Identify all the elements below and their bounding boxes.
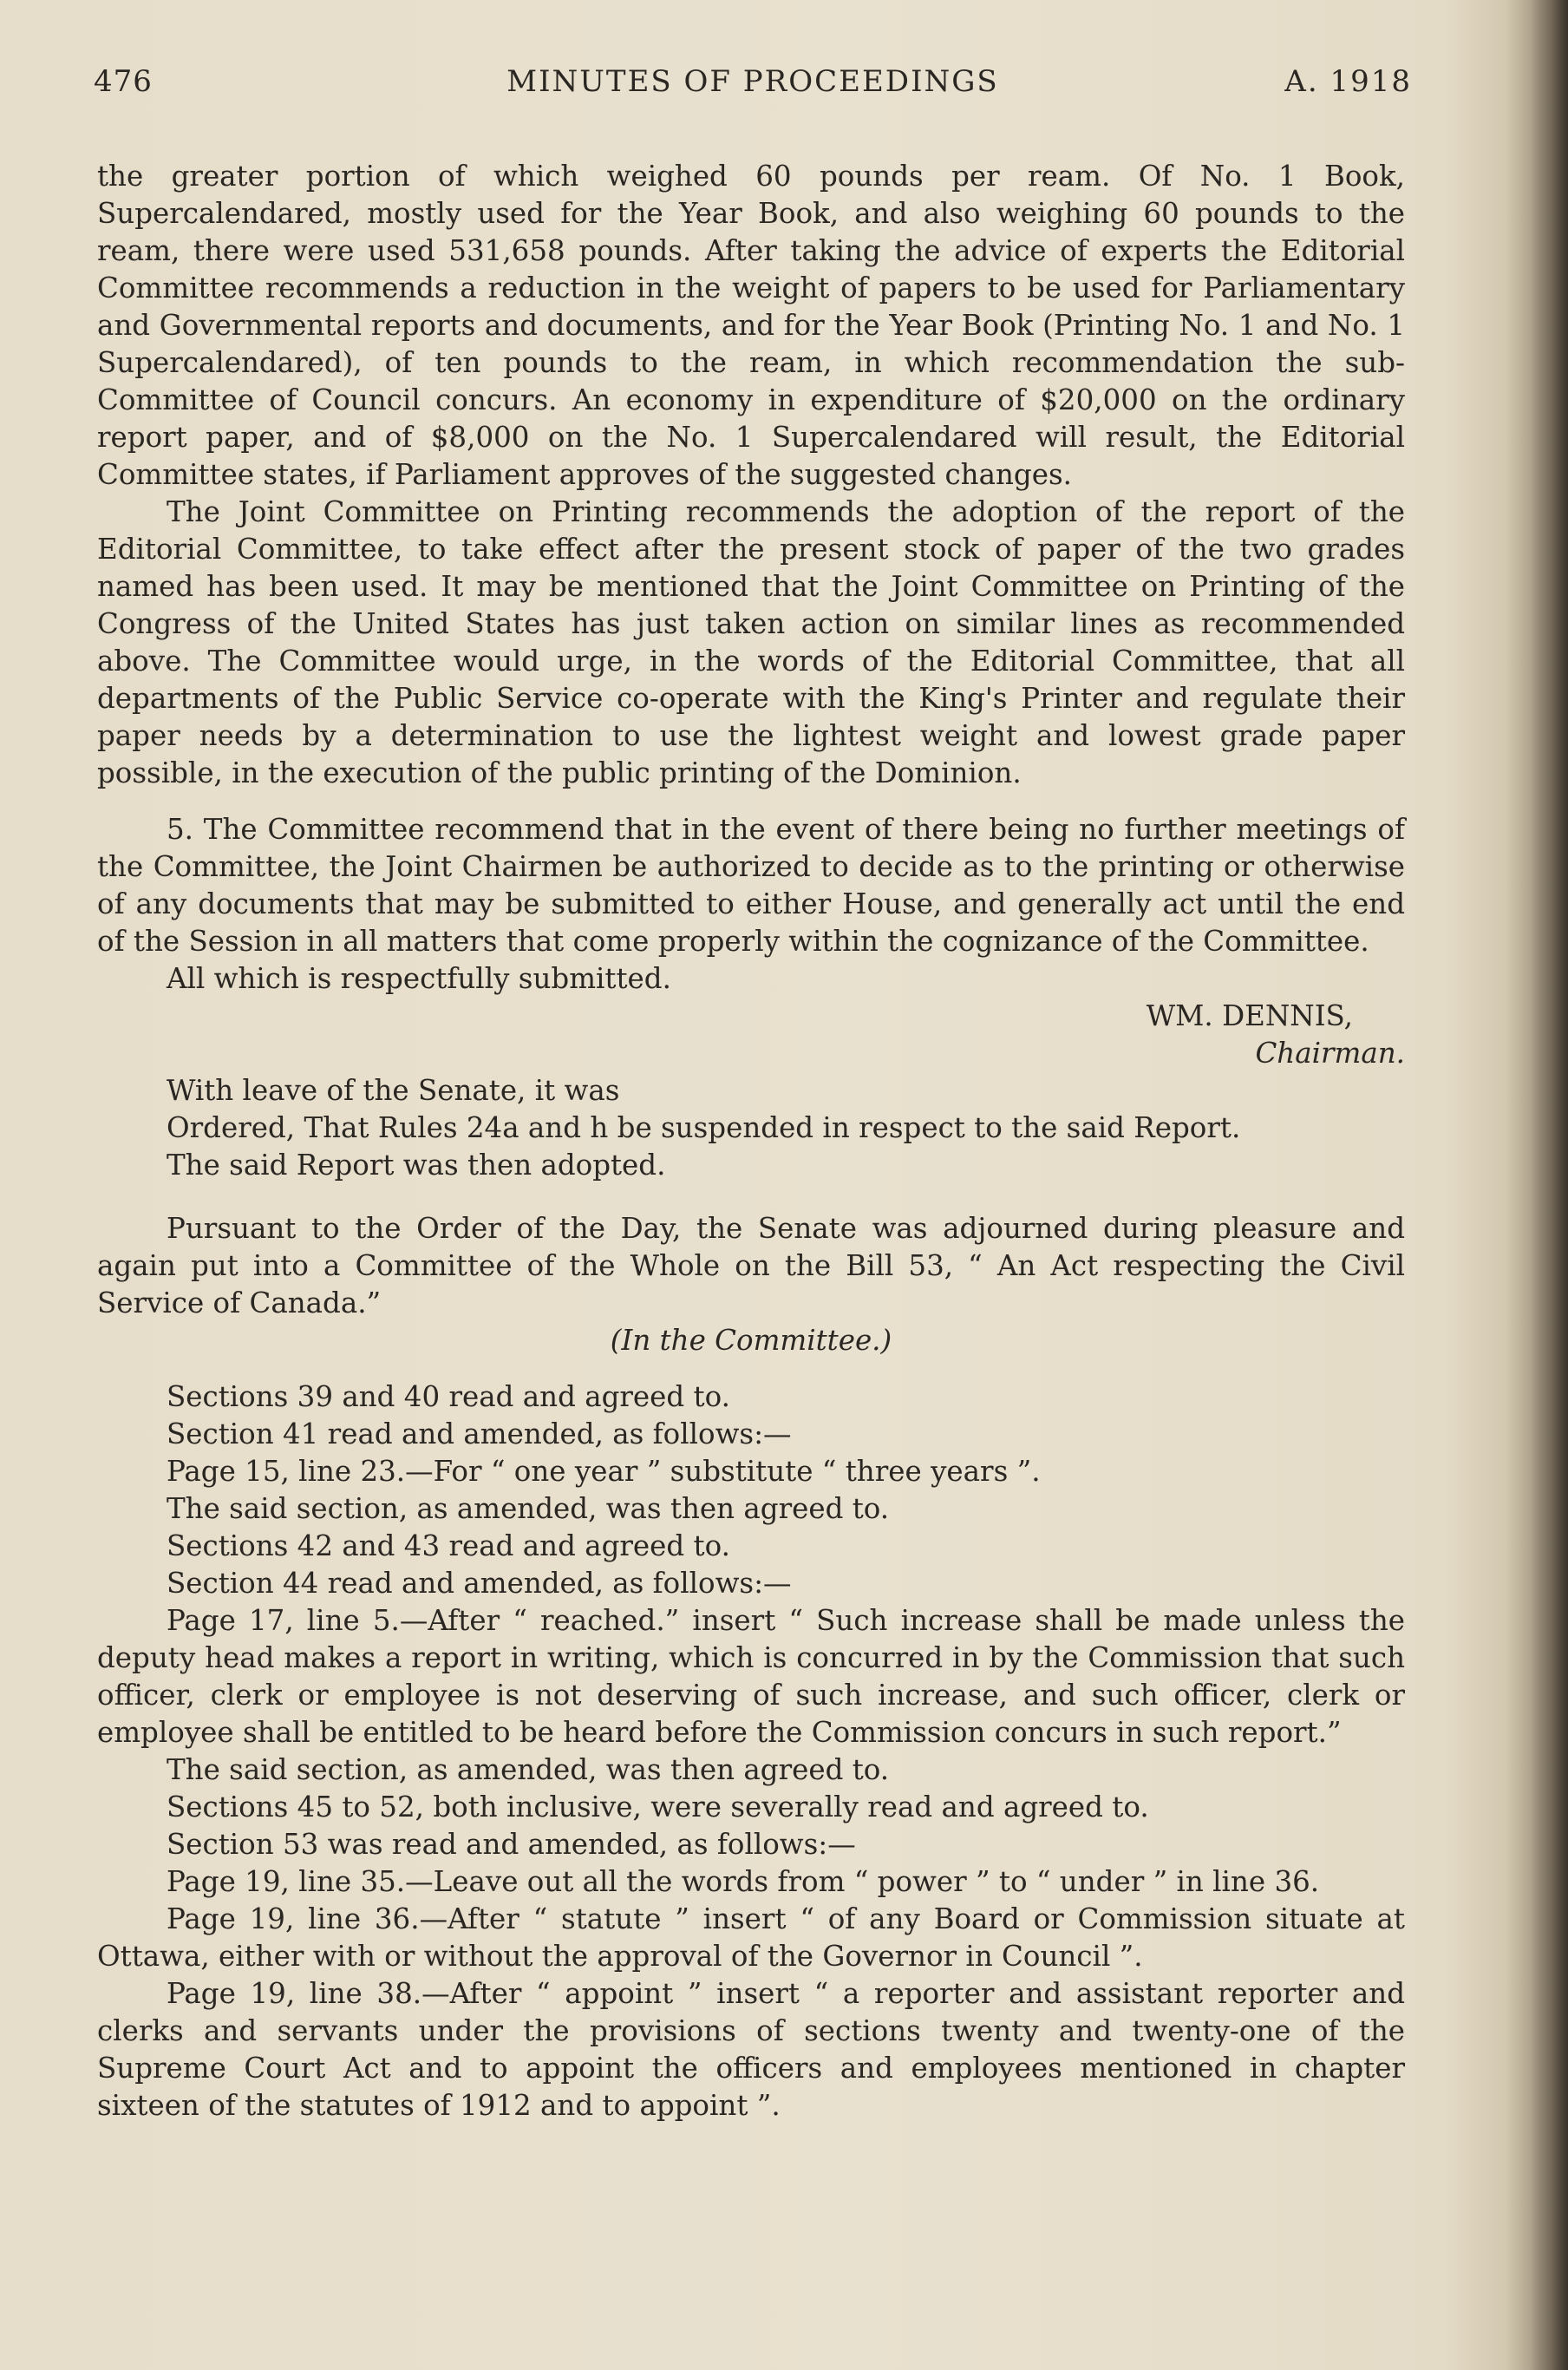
paragraph-3: 5. The Committee recommend that in the event of there being no further meetings of the Committee, the Joint Chairmen be authorized to decide as to the printing or otherwise of any documents that may be submitted to either House, and generally act until the end of the Session in all matters that come properly within the cognizance of the Committee. bbox=[97, 813, 1405, 958]
running-title: MINUTES OF PROCEEDINGS bbox=[506, 64, 999, 99]
paragraph-4: All which is respectfully submitted. bbox=[167, 962, 671, 995]
paragraph-22: Page 19, line 38.—After “ appoint ” insert “ a reporter and assistant reporter and clerks and servants under the provisions of sections twenty and twenty-one of the Supreme Court Act and to appoint the officers and employees mentioned in chapter sixteen of the statutes of 1912 and to appoint ”. bbox=[97, 1977, 1405, 2122]
paragraph-2: The Joint Committee on Printing recommends the adoption of the report of the Editorial Committee, to take effect after the present stock of paper of the two grades named has been used. It may be mentioned that the Joint Committee on Printing of the Congress of the United States has just taken action on similar lines as recommended above. The Committee would urge, in the words of the Editorial Committee, that all departments of the Public Service co-operate with the King's Printer and regulate their paper needs by a determination to use the lightest weight and lowest grade paper possible, in the execution of the public printing of the Dominion. bbox=[97, 495, 1405, 789]
paragraph-17: The said section, as amended, was then agreed to. bbox=[167, 1753, 890, 1786]
paragraph-11: Section 41 read and amended, as follows:— bbox=[167, 1417, 792, 1450]
paragraph-6: Ordered, That Rules 24a and h be suspended in respect to the said Report. bbox=[167, 1111, 1241, 1144]
page-number: 476 bbox=[94, 64, 153, 99]
signature-name: WM. DENNIS, bbox=[1146, 999, 1353, 1032]
paragraph-21: Page 19, line 36.—After “ statute ” insert “ of any Board or Commission situate at Ottawa, either with or without the approval of the Governor in Council ”. bbox=[97, 1902, 1405, 1973]
paragraph-19: Section 53 was read and amended, as follows:— bbox=[167, 1828, 856, 1861]
paragraph-16: Page 17, line 5.—After “ reached.” insert “ Such increase shall be made unless the deputy head makes a report in writing, which is concurred in by the Commission that such officer, clerk or employee is not deserving of such increase, and such officer, clerk or employee shall be entitled to be heard before the Commission concurs in such report.” bbox=[97, 1604, 1405, 1749]
paragraph-9: (In the Committee.) bbox=[610, 1324, 892, 1357]
signature-title: Chairman. bbox=[1255, 1037, 1405, 1070]
paragraph-12: Page 15, line 23.—For “ one year ” substitute “ three years ”. bbox=[167, 1455, 1041, 1488]
paragraph-13: The said section, as amended, was then agreed to. bbox=[167, 1492, 890, 1525]
session-year: A. 1918 bbox=[1284, 64, 1412, 99]
paragraph-7: The said Report was then adopted. bbox=[167, 1149, 666, 1182]
paragraph-10: Sections 39 and 40 read and agreed to. bbox=[167, 1380, 730, 1413]
paragraph-14: Sections 42 and 43 read and agreed to. bbox=[167, 1529, 730, 1562]
page-header bbox=[94, 64, 1412, 108]
paragraph-20: Page 19, line 35.—Leave out all the words from “ power ” to “ under ” in line 36. bbox=[167, 1865, 1320, 1898]
paragraph-18: Sections 45 to 52, both inclusive, were severally read and agreed to. bbox=[167, 1791, 1149, 1823]
paragraph-5: With leave of the Senate, it was bbox=[167, 1074, 620, 1107]
paragraph-1: the greater portion of which weighed 60 pounds per ream. Of No. 1 Book, Supercalendared, mostly used for the Year Book, and also weighing 60 pounds to the ream, there were used 531,658 pounds. After taking the advice of experts the Editorial Committee recommends a reduction in the weight of papers to be used for Parliamentary and Governmental reports and documents, and for the Year Book (Printing No. 1 and No. 1 Supercalendared), of ten pounds to the ream, in which recommendation the sub-Committee of Council concurs. An economy in expenditure of $20,000 on the ordinary report paper, and of $8,000 on the No. 1 Supercalendared will result, the Editorial Committee states, if Parliament approves of the suggested changes. bbox=[97, 160, 1405, 491]
paragraph-15: Section 44 read and amended, as follows:— bbox=[167, 1567, 792, 1600]
book-spine-shadow bbox=[1530, 0, 1568, 2370]
paragraph-8: Pursuant to the Order of the Day, the Senate was adjourned during pleasure and again put into a Committee of the Whole on the Bill 53, “ An Act respecting the Civil Service of Canada.” bbox=[97, 1212, 1405, 1319]
page-body bbox=[97, 158, 1405, 2124]
